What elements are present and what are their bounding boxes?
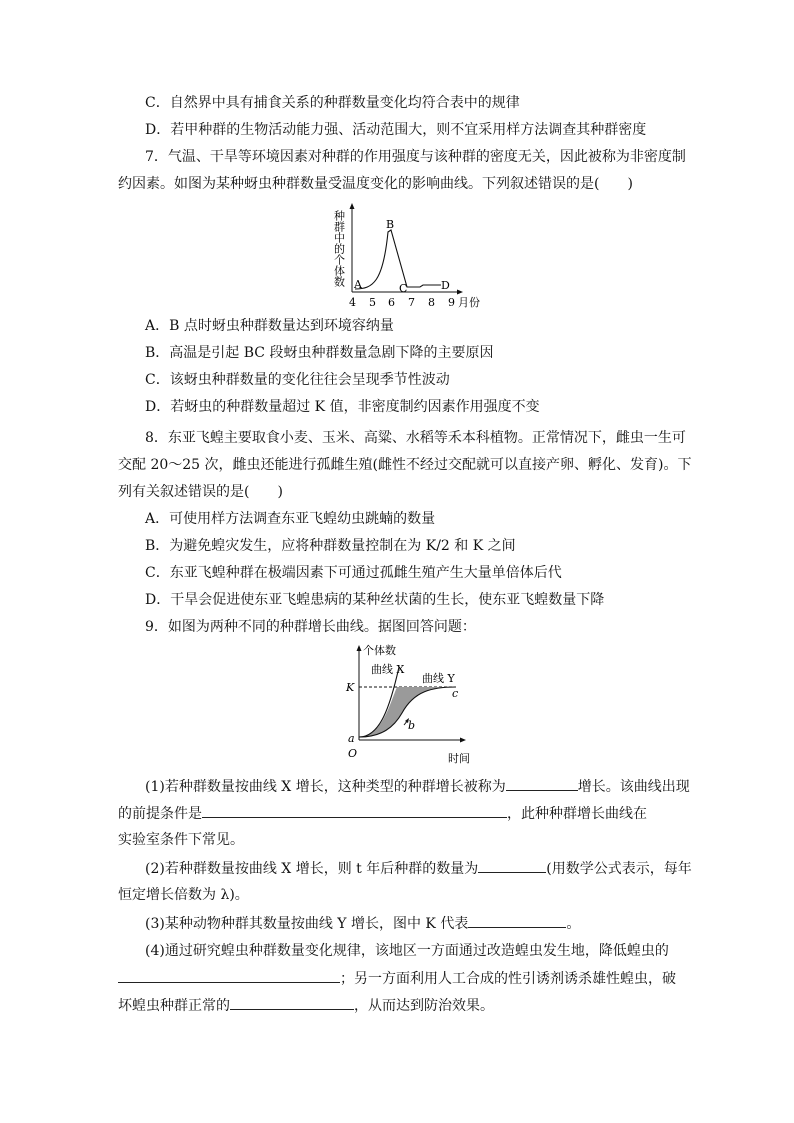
q9-part1-line3: 实验室条件下常见。 xyxy=(118,832,244,848)
q6-option-d: D．若甲种群的生物活动能力强、活动范围大，则不宜采用样方法调查其种群密度 xyxy=(145,122,647,138)
q9-p1-text-d: ，此种种群增长曲线在 xyxy=(507,806,647,822)
q7-option-a: A．B 点时蚜虫种群数量达到环境容纳量 xyxy=(145,318,394,334)
q7-point-b: B xyxy=(386,218,395,231)
q9-b-label: b xyxy=(408,719,416,732)
q9-p4-text-b: ；另一方面利用人工合成的性引诱剂诱杀雄性蝗虫，破 xyxy=(340,971,676,987)
q9-stem: 9．如图为两种不同的种群增长曲线。据图回答问题： xyxy=(145,619,476,635)
q7-stem-line1: 7．气温、干旱等环境因素对种群的作用强度与该种群的密度无关，因此被称为非密度制 xyxy=(145,149,686,165)
q9-p1-blank2[interactable] xyxy=(202,803,507,818)
q9-a-label: a xyxy=(348,732,355,745)
q9-p3-text-b: 。 xyxy=(566,916,581,932)
q9-part3-line xyxy=(145,913,580,934)
q8-option-b: B．为避免蝗灾发生，应将种群数量控制在为 K/2 和 K 之间 xyxy=(145,538,516,554)
q7-option-c: C．该蚜虫种群数量的变化往往会呈现季节性波动 xyxy=(145,372,450,388)
q7-option-d: D．若蚜虫的种群数量超过 K 值，非密度制约因素作用强度不变 xyxy=(145,399,540,415)
q7-stem-line2: 约因素。如图为某种蚜虫种群数量受温度变化的影响曲线。下列叙述错误的是( ) xyxy=(118,176,633,192)
q9-part1-line2 xyxy=(118,803,647,824)
q9-part1-line1 xyxy=(145,776,690,797)
q7-tick-4: 4 xyxy=(349,296,356,309)
q9-part2-line1 xyxy=(145,858,692,879)
q9-ylabel: 个体数 xyxy=(363,644,396,657)
q8-stem-line3: 列有关叙述错误的是( ) xyxy=(118,484,283,500)
q7-xunit: 月份 xyxy=(458,296,480,309)
q9-part4-line3 xyxy=(118,995,494,1016)
q9-p1-text-c: 的前提条件是 xyxy=(118,806,202,822)
q9-p3-blank[interactable] xyxy=(468,913,566,928)
q9-k-label: K xyxy=(346,681,355,694)
q9-part4-line1: (4)通过研究蝗虫种群数量变化规律，该地区一方面通过改造蝗虫发生地，降低蝗虫的 xyxy=(145,943,669,959)
q7-tick-6: 6 xyxy=(388,296,395,309)
q7-aphid-figure xyxy=(325,202,490,310)
q7-tick-9: 9 xyxy=(448,296,455,309)
q8-stem-line1: 8．东亚飞蝗主要取食小麦、玉米、高粱、水稻等禾本科植物。正常情况下，雌虫一生可 xyxy=(145,430,686,446)
q8-option-a: A．可使用样方法调查东亚飞蝗幼虫跳蝻的数量 xyxy=(145,511,436,527)
q9-growth-figure xyxy=(342,643,482,768)
q9-part2-line2: 恒定增长倍数为 λ)。 xyxy=(118,887,249,903)
q9-p3-text-a: (3)某种动物种群其数量按曲线 Y 增长，图中 K 代表 xyxy=(145,916,469,932)
q7-tick-8: 8 xyxy=(428,296,435,309)
q9-xlabel: 时间 xyxy=(448,752,470,765)
q9-p4-blank1[interactable] xyxy=(118,968,340,983)
q9-p4-text-c: 坏蝗虫种群正常的 xyxy=(118,998,230,1014)
q7-option-b: B．高温是引起 BC 段蚜虫种群数量急剧下降的主要原因 xyxy=(145,345,494,361)
q9-part4-line2 xyxy=(118,968,676,989)
q9-p1-blank1[interactable] xyxy=(506,776,578,791)
q9-curve-x-label: 曲线 X xyxy=(371,663,405,676)
q9-c-label: c xyxy=(452,687,459,700)
q7-point-c: C xyxy=(399,282,408,295)
q9-p2-text-b: (用数学公式表示，每年 xyxy=(546,861,692,877)
q7-point-a: A xyxy=(354,278,362,291)
q9-p2-blank[interactable] xyxy=(478,858,546,873)
q9-p2-text-a: (2)若种群数量按曲线 X 增长，则 t 年后种群的数量为 xyxy=(145,861,479,877)
q8-option-c: C．东亚飞蝗种群在极端因素下可通过孤雌生殖产生大量单倍体后代 xyxy=(145,565,562,581)
q9-p1-text-a: (1)若种群数量按曲线 X 增长，这种类型的种群增长被称为 xyxy=(145,779,506,795)
q7-point-d: D xyxy=(441,279,450,292)
q7-curve xyxy=(355,230,441,289)
q8-stem-line2: 交配 20～25 次，雌虫还能进行孤雌生殖(雌性不经过交配就可以直接产卵、孵化、发育)。下 xyxy=(118,457,692,473)
q7-tick-5: 5 xyxy=(369,296,376,309)
q9-curve-y-label: 曲线 Y xyxy=(422,672,455,685)
q7-ylabel: 种群中的个体数 xyxy=(332,210,346,287)
q9-p1-text-b: 增长。该曲线出现 xyxy=(577,779,690,795)
q8-option-d: D．干旱会促进使东亚飞蝗患病的某种丝状菌的生长，使东亚飞蝗数量下降 xyxy=(145,592,605,608)
q6-option-c: C．自然界中具有捕食关系的种群数量变化均符合表中的规律 xyxy=(145,95,520,111)
q9-p4-text-d: ，从而达到防治效果。 xyxy=(354,998,494,1014)
q9-p4-blank2[interactable] xyxy=(230,995,354,1010)
q9-origin: O xyxy=(348,747,358,760)
q7-tick-7: 7 xyxy=(408,296,415,309)
